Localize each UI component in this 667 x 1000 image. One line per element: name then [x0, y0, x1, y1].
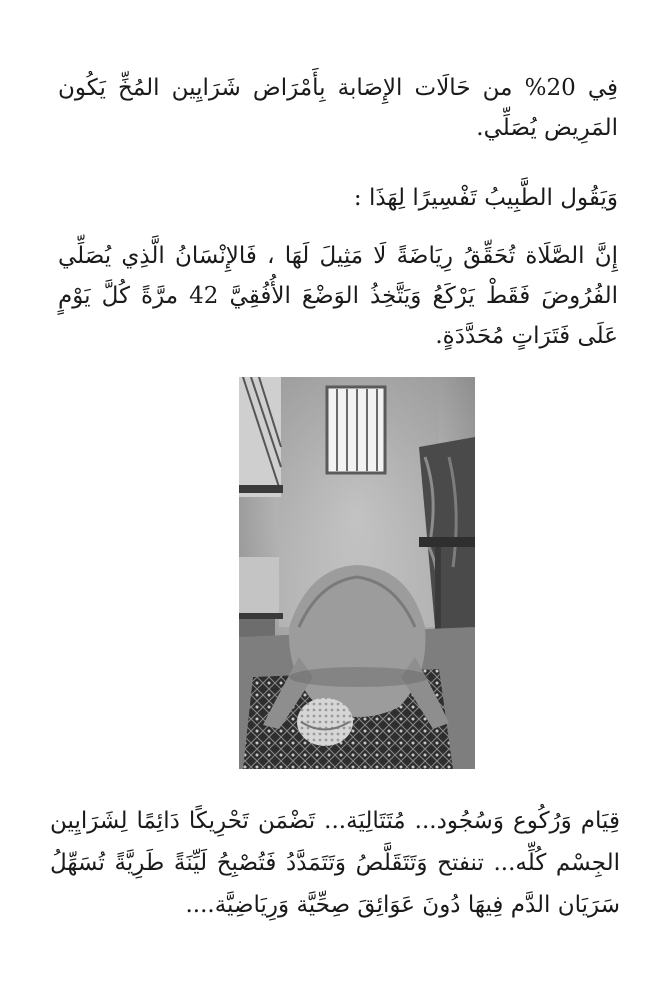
prayer-photo-drawing: [239, 377, 475, 769]
paragraph-movements-benefit: قِيَام وَرُكُوع وَسُجُود... مُتَتَالِيَة... تَضْمَن تَحْرِيكًا دَائِمًا لِشَرَايِين الجِسْم كُلِّه... تنفتح وَتَتَقَلَّصُ وَتَتَمَدَّدُ فَتُصْبِحُ لَيِّنَةً طَرِيَّةً تُسَهِّلُ سَرَيَان الدَّم فِيهَا دُونَ عَوَائِقَ صِحِّيَّة وَرِيَاضِيَّة....: [50, 808, 620, 918]
prayer-photo: [239, 377, 475, 769]
paragraph-prayer-exercise: إِنَّ الصَّلَاة تُحَقِّقُ رِيَاضَةً لَا مَثِيلَ لَهَا ، فَالإِنْسَانُ الَّذِي يُصَلِّي الفُرُوضَ فَقَطْ يَرْكَعُ وَيَتَّخِذُ الوَضْعَ الأُفُقِيَّ 42 مرَّةً كُلَّ يَوْمٍ عَلَى فَتَرَاتٍ مُحَدَّدَةٍ.: [58, 243, 618, 349]
paragraph-doctor-says: وَيَقُول الطَّبِيبُ تَفْسِيرًا لِهَذَا :: [353, 185, 618, 211]
paragraph-intro-statistic: فِي 20% من حَالَات الإِصَابة بِأَمْرَاض شَرَايِين المُخِّ يَكُون المَرِيض يُصَلِّي.: [58, 75, 618, 141]
